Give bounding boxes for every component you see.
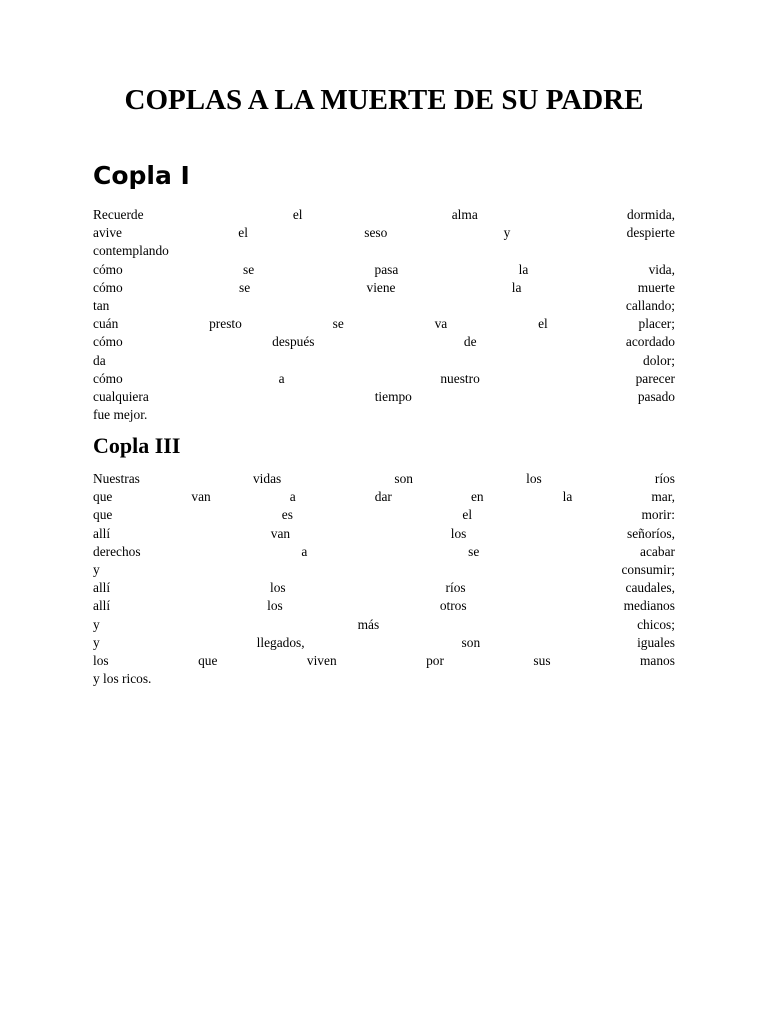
- verse-word: ríos: [445, 580, 466, 596]
- verse-word: placer;: [638, 316, 675, 332]
- verse-line: [93, 297, 675, 315]
- verse-word: más: [357, 616, 380, 632]
- verse-line: [93, 370, 675, 388]
- verse-line: [93, 470, 675, 488]
- verse-word: se: [239, 279, 251, 295]
- verse-line: [93, 670, 675, 688]
- verse-word: presto: [209, 316, 242, 332]
- verse-word: pasado: [637, 388, 675, 404]
- verse-word: por: [426, 652, 444, 668]
- verse-line: [93, 224, 675, 242]
- verse-word: callando;: [625, 297, 675, 313]
- verse-word: avive: [93, 225, 122, 241]
- verse-line: [93, 525, 675, 543]
- verse-word: se: [332, 316, 344, 332]
- verse-word: y: [503, 225, 511, 241]
- verse-word: derechos: [93, 543, 141, 559]
- verse-copla-iii: [93, 470, 675, 688]
- verse-word: tiempo: [374, 388, 412, 404]
- verse-word: a: [301, 543, 308, 559]
- verse-line: [93, 352, 675, 370]
- verse-word: ríos: [654, 471, 675, 486]
- verse-word: cómo: [93, 370, 123, 386]
- verse-word: dolor;: [643, 352, 675, 368]
- verse-word: consumir;: [621, 561, 675, 577]
- verse-word: nuestro: [440, 370, 480, 386]
- verse-word: llegados,: [256, 634, 305, 650]
- verse-line: [93, 279, 675, 297]
- verse-word: morir:: [641, 507, 675, 523]
- verse-word: y: [93, 634, 100, 650]
- verse-word: los: [526, 471, 542, 486]
- verse-word: muerte: [637, 279, 675, 295]
- verse-word: vida,: [648, 261, 675, 277]
- verse-word: iguales: [637, 634, 675, 650]
- verse-line: [93, 543, 675, 561]
- verse-line: [93, 634, 675, 652]
- verse-word: en: [470, 489, 484, 505]
- section-heading-copla-iii: Copla III: [93, 433, 181, 458]
- verse-word: viene: [366, 279, 396, 295]
- verse-line: [93, 597, 675, 615]
- verse-word: caudales,: [625, 580, 675, 596]
- document-title: COPLAS A LA MUERTE DE SU PADRE: [124, 84, 644, 116]
- verse-word: cómo: [93, 261, 123, 277]
- verse-word: contemplando: [93, 243, 169, 259]
- verse-word: dar: [374, 489, 392, 505]
- verse-line: [93, 561, 675, 579]
- verse-line: [93, 333, 675, 351]
- verse-word: alma: [451, 207, 478, 222]
- verse-word: los: [93, 652, 109, 668]
- verse-word: se: [468, 543, 480, 559]
- verse-line: [93, 406, 675, 424]
- verse-word: chicos;: [637, 616, 675, 632]
- verse-word: dormida,: [627, 207, 675, 222]
- verse-word: la: [518, 261, 529, 277]
- verse-word: acordado: [625, 334, 675, 350]
- verse-word: parecer: [635, 370, 675, 386]
- verse-word: son: [461, 634, 481, 650]
- verse-word: se: [243, 261, 255, 277]
- verse-word: pasa: [374, 261, 399, 277]
- verse-word: medianos: [623, 598, 675, 614]
- verse-word: sus: [533, 652, 551, 668]
- verse-word: la: [511, 279, 522, 295]
- verse-word: que: [93, 507, 113, 523]
- section-heading-copla-i: Copla I: [93, 161, 190, 190]
- verse-word: son: [394, 471, 413, 486]
- verse-line: [93, 579, 675, 597]
- verse-word: señoríos,: [627, 525, 675, 541]
- verse-word: seso: [364, 225, 388, 241]
- verse-word: es: [281, 507, 293, 523]
- verse-line: [93, 388, 675, 406]
- verse-word: allí: [93, 580, 111, 596]
- verse-line: [93, 315, 675, 333]
- verse-word: mar,: [651, 489, 675, 505]
- verse-line: [93, 616, 675, 634]
- verse-word: va: [434, 316, 448, 332]
- verse-word: el: [238, 225, 248, 241]
- verse-word: despierte: [626, 225, 675, 241]
- verse-word: los: [270, 580, 286, 596]
- verse-word: después: [272, 334, 315, 350]
- verse-line: [93, 242, 675, 260]
- verse-word: cuán: [93, 316, 119, 332]
- verse-word: allí: [93, 598, 111, 614]
- verse-word: Nuestras: [93, 471, 140, 486]
- verse-copla-i: [93, 206, 675, 424]
- verse-word: van: [270, 525, 291, 541]
- verse-word: a: [289, 489, 296, 505]
- verse-word: el: [538, 316, 548, 332]
- verse-line: [93, 206, 675, 224]
- verse-line: [93, 506, 675, 524]
- verse-word: viven: [306, 652, 337, 668]
- verse-word: vidas: [252, 471, 282, 486]
- verse-word: la: [562, 489, 573, 505]
- verse-word: el: [292, 207, 303, 222]
- verse-word: tan: [93, 297, 110, 313]
- verse-word: otros: [439, 598, 467, 614]
- verse-line: [93, 652, 675, 670]
- verse-word: cómo: [93, 334, 123, 350]
- verse-word: a: [278, 370, 285, 386]
- verse-word: el: [462, 507, 473, 523]
- verse-word: Recuerde: [93, 207, 144, 222]
- verse-word: cualquiera: [93, 388, 149, 404]
- verse-line: [93, 261, 675, 279]
- verse-line: [93, 488, 675, 506]
- verse-word: acabar: [640, 543, 675, 559]
- verse-word: y los ricos.: [93, 671, 152, 687]
- verse-word: de: [463, 334, 477, 350]
- verse-word: da: [93, 352, 106, 368]
- verse-word: los: [267, 598, 283, 614]
- verse-word: los: [450, 525, 467, 541]
- verse-word: que: [93, 489, 113, 505]
- verse-word: manos: [639, 652, 675, 668]
- verse-word: fue mejor.: [93, 407, 148, 423]
- verse-word: cómo: [93, 279, 123, 295]
- verse-word: van: [191, 489, 211, 505]
- verse-word: y: [93, 561, 100, 577]
- verse-word: allí: [93, 525, 111, 541]
- verse-word: que: [198, 652, 218, 668]
- verse-word: y: [93, 616, 100, 632]
